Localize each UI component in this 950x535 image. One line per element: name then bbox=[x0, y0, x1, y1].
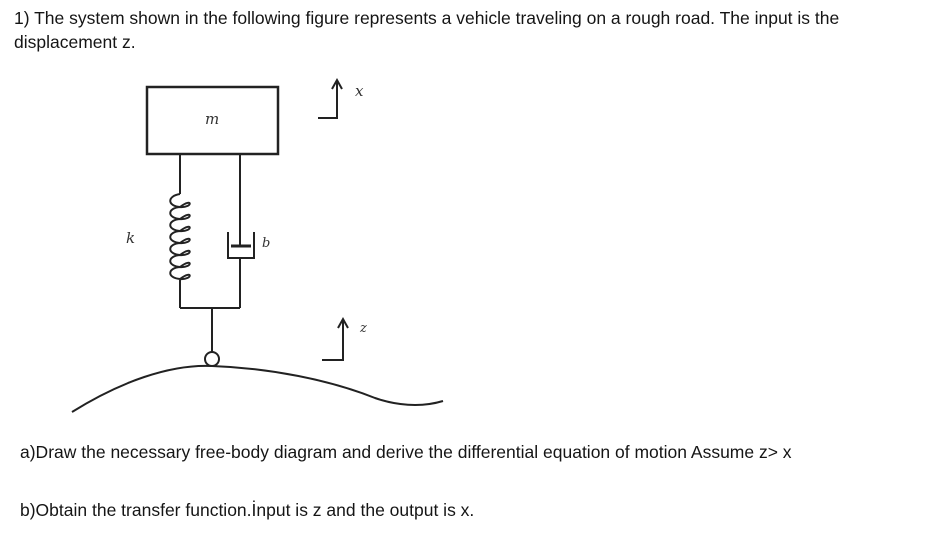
spring bbox=[170, 194, 190, 308]
damper-label: b bbox=[262, 236, 271, 251]
part-b-text: b)Obtain the transfer function.İnput is z and the output is x. bbox=[20, 500, 475, 520]
bottom-linkage bbox=[180, 308, 240, 352]
damper bbox=[228, 215, 254, 308]
part-a-text: a)Draw the necessary free-body diagram and derive the differential equation of motion Assume z> x bbox=[20, 442, 792, 462]
wheel-contact bbox=[205, 352, 219, 366]
mass-label: m bbox=[205, 110, 220, 128]
z-label: z bbox=[360, 321, 367, 336]
spring-label: k bbox=[126, 229, 136, 247]
road-surface bbox=[72, 366, 443, 412]
z-displacement-arrow bbox=[322, 319, 348, 360]
x-displacement-arrow bbox=[318, 80, 342, 118]
question-text: 1) The system shown in the following figure represents a vehicle traveling on a rough road. The input is the displacement z. bbox=[14, 8, 840, 52]
x-label: x bbox=[355, 82, 364, 100]
